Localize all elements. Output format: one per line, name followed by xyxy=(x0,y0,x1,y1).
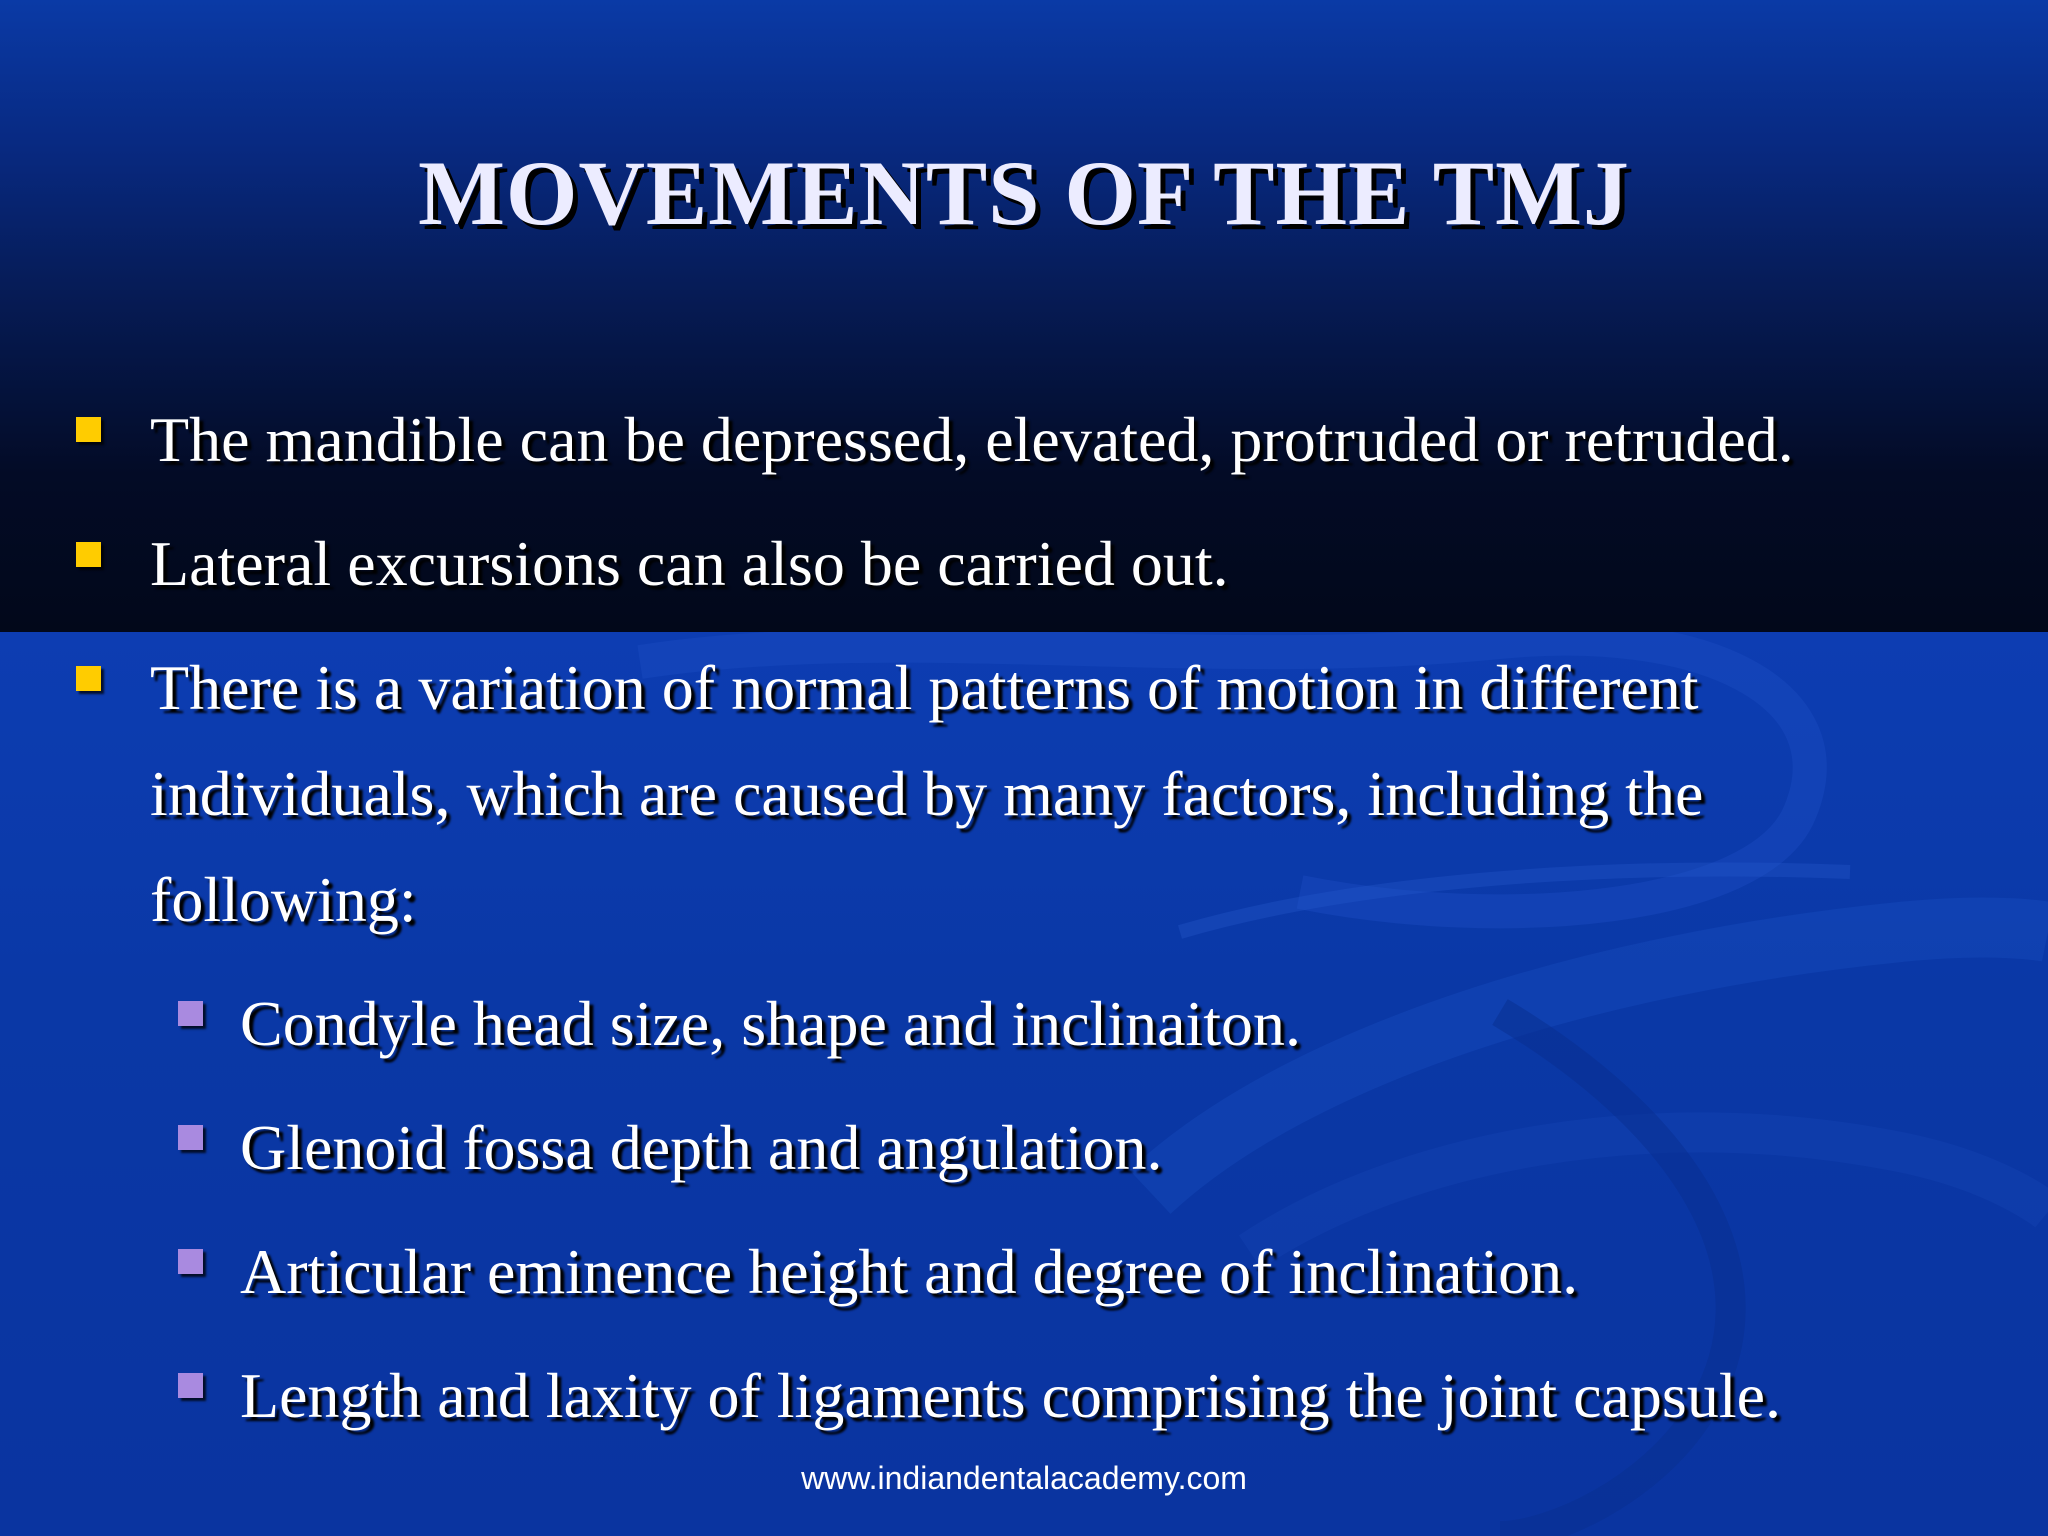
bullet-marker-icon xyxy=(76,542,101,567)
bullet-item-3-line-2: individuals, which are caused by many factors, including the xyxy=(150,758,1704,829)
bullet-item-1: The mandible can be depressed, elevated, protruded or retruded. xyxy=(150,404,1794,475)
sub-bullet-item-2: Glenoid fossa depth and angulation. xyxy=(240,1112,1163,1183)
sub-bullet-marker-icon xyxy=(178,1249,203,1274)
sub-bullet-marker-icon xyxy=(178,1373,203,1398)
slide-title: MOVEMENTS OF THE TMJ xyxy=(418,142,1630,244)
sub-bullet-item-4: Length and laxity of ligaments comprising the joint capsule. xyxy=(240,1360,1781,1431)
bullet-marker-icon xyxy=(76,666,101,691)
sub-bullet-marker-icon xyxy=(178,1125,203,1150)
footer-url: www.indiandentalacademy.com xyxy=(801,1460,1247,1496)
bullet-item-3-line-1: There is a variation of normal patterns of motion in different xyxy=(150,652,1699,723)
bullet-item-3-line-3: following: xyxy=(150,864,417,935)
bullet-item-2: Lateral excursions can also be carried out. xyxy=(150,528,1229,599)
sub-bullet-marker-icon xyxy=(178,1001,203,1026)
sub-bullet-item-1: Condyle head size, shape and inclinaiton. xyxy=(240,988,1302,1059)
sub-bullet-item-3: Articular eminence height and degree of inclination. xyxy=(240,1236,1579,1307)
bullet-marker-icon xyxy=(76,417,101,442)
